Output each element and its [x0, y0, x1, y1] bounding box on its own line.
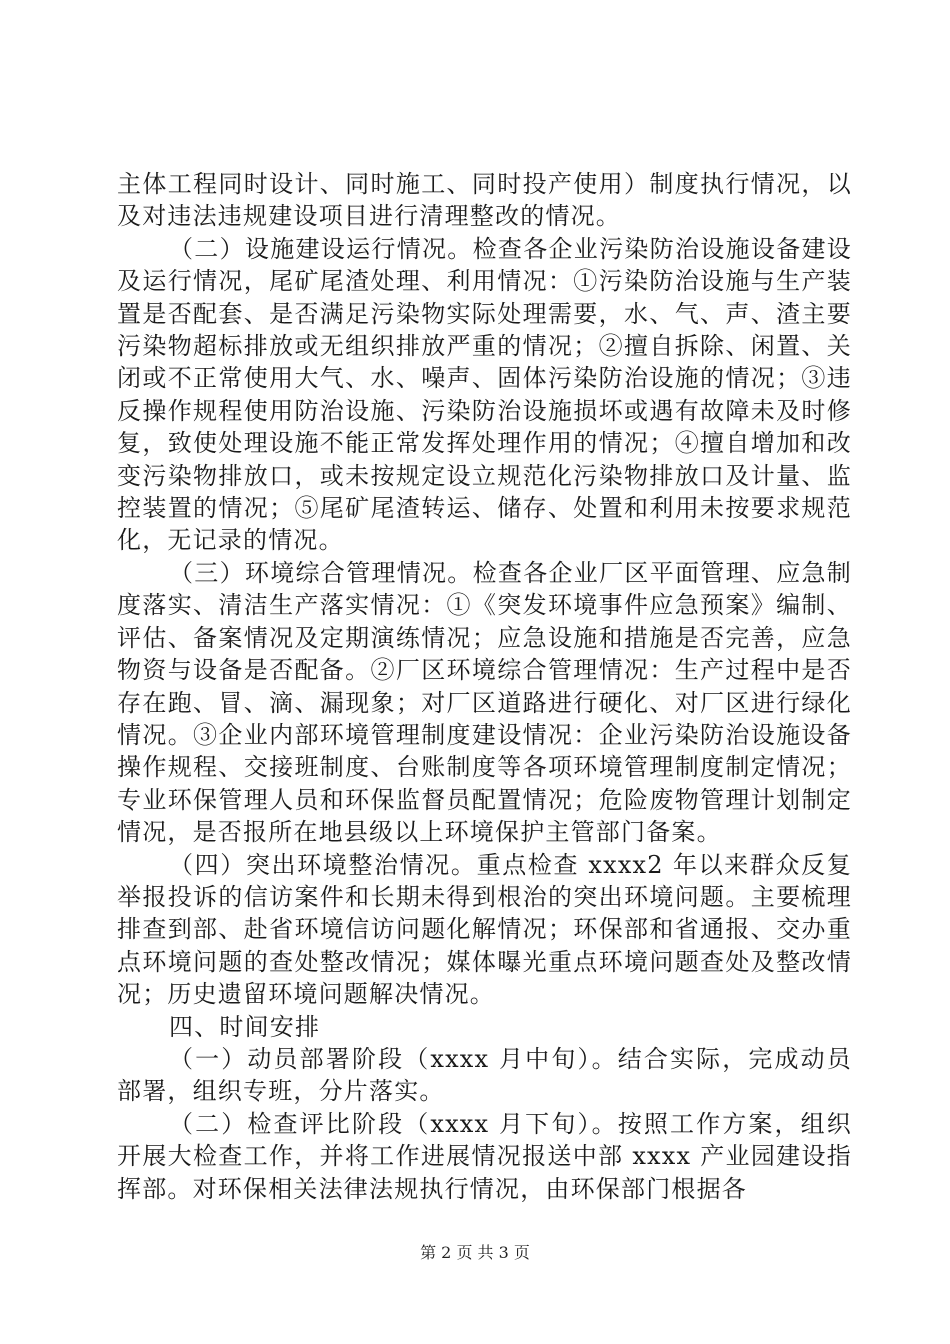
paragraph-facility-operation: （二）设施建设运行情况。检查各企业污染防治设施设备建设及运行情况，尾矿尾渣处理、利用情况：①污染防治设施与生产装置是否配套、是否满足污染物实际处理需要，水、气、声、渣主要污染物超标排放或无组织排放严重的情况；②擅自拆除、闲置、关闭或不正常使用大气、水、噪声、固体污染防治设施的情况；③违反操作规程使用防治设施、污染防治设施损坏或遇有故障未及时修复，致使处理设施不能正常发挥处理作用的情况；④擅自增加和改变污染物排放口，或未按规定设立规范化污染物排放口及计量、监控装置的情况；⑤尾矿尾渣转运、储存、处置和利用未按要求规范化，无记录的情况。 — [117, 234, 852, 555]
paragraph-inspection-stage: （二）检查评比阶段（xxxx 月下旬）。按照工作方案，组织开展大检查工作，并将工作进展情况报送中部 xxxx 产业园建设指挥部。对环保相关法律法规执行情况，由环保部门根据各 — [117, 1109, 852, 1203]
paragraph-environment-management: （三）环境综合管理情况。检查各企业厂区平面管理、应急制度落实、清洁生产落实情况：①《突发环境事件应急预案》编制、评估、备案情况及定期演练情况；应急设施和措施是否完善，应急物资与设备是否配备。②厂区环境综合管理情况：生产过程中是否存在跑、冒、滴、漏现象；对厂区道路进行硬化、对厂区进行绿化情况。③企业内部环境管理制度建设情况：企业污染防治设施设备操作规程、交接班制度、台账制度等各项环境管理制度制定情况；专业环保管理人员和环保监督员配置情况；危险废物管理计划制定情况，是否报所在地县级以上环境保护主管部门备案。 — [117, 558, 852, 847]
paragraph-continuation: 主体工程同时设计、同时施工、同时投产使用）制度执行情况，以及对违法违规建设项目进行清理整改的情况。 — [117, 170, 852, 231]
paragraph-prominent-issues: （四）突出环境整治情况。重点检查 xxxx2 年以来群众反复举报投诉的信访案件和长期未得到根治的突出环境问题。主要梳理排查到部、赴省环境信访问题化解情况；环保部和省通报、交办重点环境问题的查处整改情况；媒体曝光重点环境问题查处及整改情况；历史遗留环境问题解决情况。 — [117, 850, 852, 1009]
section-heading-schedule: 四、时间安排 — [169, 1012, 321, 1041]
page-number-footer: 第 2 页 共 3 页 — [420, 1243, 530, 1262]
paragraph-mobilization-stage: （一）动员部署阶段（xxxx 月中旬）。结合实际，完成动员部署，组织专班，分片落实。 — [117, 1044, 852, 1106]
document-body — [117, 168, 852, 1205]
